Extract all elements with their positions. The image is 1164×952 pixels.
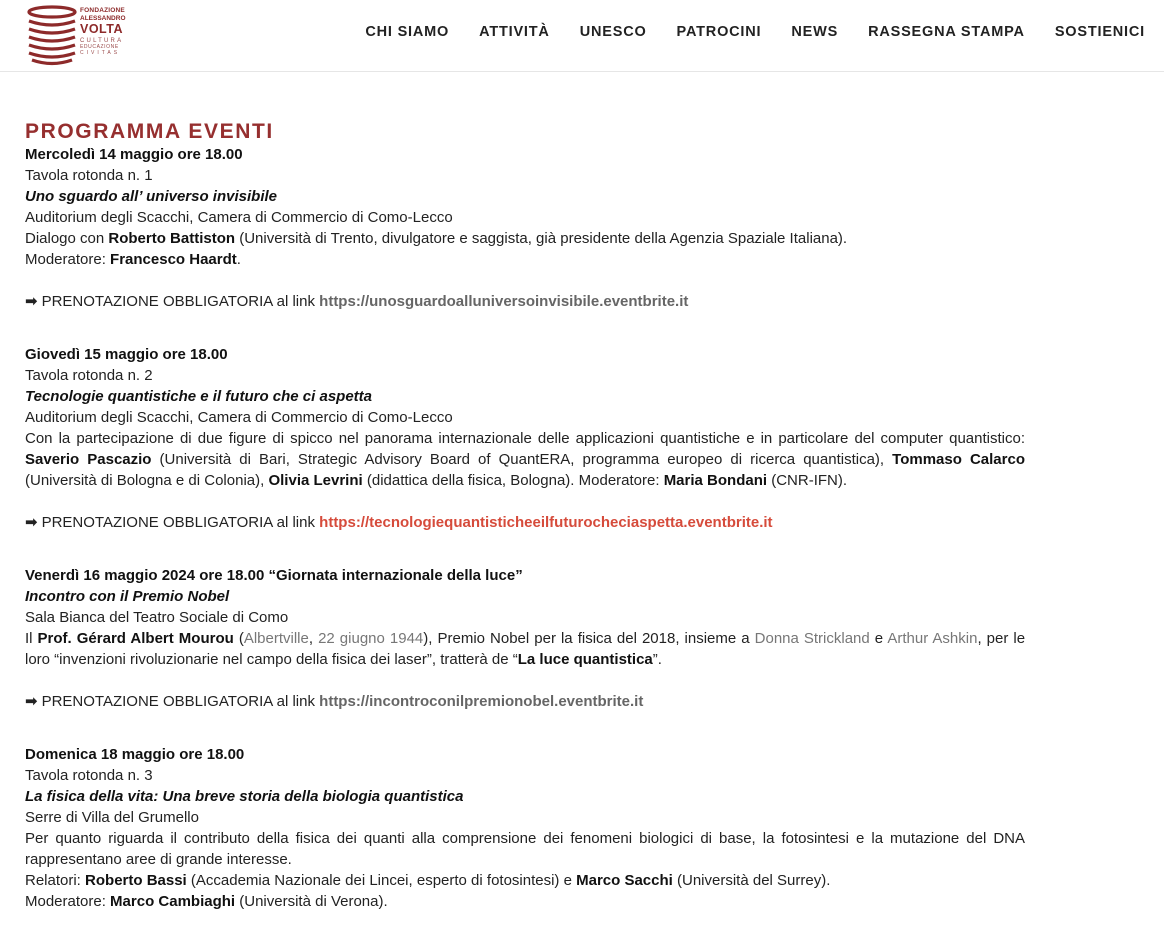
desc-text: ( xyxy=(233,630,244,647)
event-venue: Serre di Villa del Grumello xyxy=(25,809,199,826)
event-description xyxy=(25,228,1025,249)
logo-line-2: ALESSANDRO xyxy=(80,14,126,22)
booking-line xyxy=(25,691,1025,712)
nav-rassegna-stampa[interactable]: RASSEGNA STAMPA xyxy=(868,24,1025,40)
event-1 xyxy=(25,144,1025,344)
booking-label: PRENOTAZIONE OBBLIGATORIA al link xyxy=(41,293,315,310)
event-date: Mercoledì 14 maggio ore 18.00 xyxy=(25,146,243,163)
event-title: Uno sguardo all’ universo invisibile xyxy=(25,188,277,205)
desc-text: (didattica della fisica, Bologna). Moderatore: xyxy=(362,472,664,489)
event-venue: Auditorium degli Scacchi, Camera di Commercio di Como-Lecco xyxy=(25,409,453,426)
event-moderator xyxy=(25,249,1025,270)
booking-line xyxy=(25,512,1025,533)
event-date: Venerdì 16 maggio 2024 ore 18.00 “Giornata internazionale della luce” xyxy=(25,567,523,584)
nav-chi-siamo[interactable]: CHI SIAMO xyxy=(365,24,450,40)
moderator-name: Marco Cambiaghi xyxy=(110,893,236,910)
booking-label: PRENOTAZIONE OBBLIGATORIA al link xyxy=(41,693,315,710)
desc-text: , xyxy=(308,630,319,647)
speakers-label: Relatori: xyxy=(25,872,86,889)
logo-column-icon xyxy=(26,5,78,67)
moderator-end: . xyxy=(236,251,241,268)
moderator-name: Maria Bondani xyxy=(663,472,768,489)
nav-attivita[interactable]: ATTIVITÀ xyxy=(479,24,550,40)
desc-text: (Università di Verona). xyxy=(235,893,388,910)
moderator-label: Moderatore: xyxy=(25,251,111,268)
moderator-label: Moderatore: xyxy=(25,893,111,910)
speaker-name: Marco Sacchi xyxy=(576,872,673,889)
event-speakers xyxy=(25,870,1025,891)
desc-text: ”. xyxy=(652,651,662,668)
link-year[interactable]: 1944 xyxy=(389,630,424,647)
event-venue: Auditorium degli Scacchi, Camera di Commercio di Como-Lecco xyxy=(25,209,453,226)
desc-text: (CNR-IFN). xyxy=(767,472,848,489)
nav-unesco[interactable]: UNESCO xyxy=(579,24,647,40)
logo-line-3: VOLTA xyxy=(80,22,124,36)
desc-text: e xyxy=(869,630,888,647)
desc-text: (Università del Surrey). xyxy=(672,872,831,889)
booking-link[interactable]: https://unosguardoalluniversoinvisibile.eventbrite.it xyxy=(319,293,689,310)
nav-sostienici[interactable]: SOSTIENICI xyxy=(1054,24,1145,40)
logo-line-5: EDUCAZIONE xyxy=(80,43,119,50)
event-type: Tavola rotonda n. 1 xyxy=(25,167,153,184)
link-arthur-ashkin[interactable]: Arthur Ashkin xyxy=(887,630,978,647)
desc-text: (Accademia Nazionale dei Lincei, esperto di fotosintesi) e xyxy=(186,872,577,889)
event-title: Incontro con il Premio Nobel xyxy=(25,588,230,605)
desc-text: (Università di Trento, divulgatore e saggista, già presidente della Agenzia Spaziale Italiana). xyxy=(235,230,848,247)
logo-line-4: CULTURA xyxy=(80,37,124,44)
event-2 xyxy=(25,344,1025,565)
speaker-name: Tommaso Calarco xyxy=(892,451,1025,468)
desc-text: Dialogo con xyxy=(25,230,109,247)
desc-text: (Università di Bari, Strategic Advisory Board of QuantERA, programma europeo di ricerca quantistica), xyxy=(151,451,893,468)
logo-line-6: CIVITAS xyxy=(80,49,121,56)
arrow-right-icon: ➡ xyxy=(25,693,38,710)
nav-news[interactable]: NEWS xyxy=(791,24,839,40)
event-date: Giovedì 15 maggio ore 18.00 xyxy=(25,346,228,363)
arrow-right-icon: ➡ xyxy=(25,293,38,310)
link-donna-strickland[interactable]: Donna Strickland xyxy=(754,630,870,647)
event-date: Domenica 18 maggio ore 18.00 xyxy=(25,746,245,763)
arrow-right-icon: ➡ xyxy=(25,514,38,531)
booking-link[interactable]: https://incontroconilpremionobel.eventbrite.it xyxy=(319,693,644,710)
event-description: Per quanto riguarda il contributo della fisica dei quanti alla comprensione dei fenomeni biologici di base, la fotosintesi e la mutazione del DNA rappresentano aree di grande interesse. xyxy=(25,830,1025,868)
event-description xyxy=(25,628,1025,670)
desc-text: (Università di Bologna e di Colonia), xyxy=(25,472,269,489)
booking-label: PRENOTAZIONE OBBLIGATORIA al link xyxy=(41,514,315,531)
logo-line-1: FONDAZIONE xyxy=(80,7,125,14)
speaker-name: Saverio Pascazio xyxy=(25,451,152,468)
desc-text: ), Premio Nobel per la fisica del 2018, insieme a xyxy=(423,630,755,647)
link-albertville[interactable]: Albertville xyxy=(243,630,309,647)
speaker-name: Olivia Levrini xyxy=(268,472,363,489)
desc-text: , per le loro “invenzioni rivoluzionarie nel campo della fisica dei laser”, tratterà de “ xyxy=(25,630,1026,668)
event-3 xyxy=(25,565,1025,744)
main-nav xyxy=(365,0,1164,64)
event-type: Tavola rotonda n. 2 xyxy=(25,367,153,384)
desc-text: Il xyxy=(25,630,38,647)
event-4 xyxy=(25,744,1025,912)
nav-patrocini[interactable]: PATROCINI xyxy=(676,24,762,40)
moderator-name: Francesco Haardt xyxy=(110,251,237,268)
link-date[interactable]: 22 giugno xyxy=(318,630,385,647)
speaker-name: Roberto Battiston xyxy=(108,230,236,247)
main-content xyxy=(25,120,1025,912)
event-type: Tavola rotonda n. 3 xyxy=(25,767,153,784)
event-title: Tecnologie quantistiche e il futuro che ci aspetta xyxy=(25,388,373,405)
event-description xyxy=(25,428,1025,491)
talk-title: La luce quantistica xyxy=(517,651,653,668)
booking-line xyxy=(25,291,1025,312)
speaker-name: Roberto Bassi xyxy=(85,872,187,889)
event-title: La fisica della vita: Una breve storia della biologia quantistica xyxy=(25,788,464,805)
booking-link[interactable]: https://tecnologiequantisticheeilfuturocheciaspetta.eventbrite.it xyxy=(319,514,773,531)
page-title: PROGRAMMA EVENTI xyxy=(25,120,274,143)
event-moderator xyxy=(25,891,1025,912)
logo-wordmark xyxy=(80,8,126,56)
site-header xyxy=(0,0,1164,72)
site-logo[interactable] xyxy=(26,5,136,67)
speaker-name: Prof. Gérard Albert Mourou xyxy=(37,630,234,647)
desc-text: Con la partecipazione di due figure di spicco nel panorama internazionale delle applicazioni quantistiche e in particolare del computer quantistico: xyxy=(25,430,1025,447)
event-venue: Sala Bianca del Teatro Sociale di Como xyxy=(25,609,289,626)
